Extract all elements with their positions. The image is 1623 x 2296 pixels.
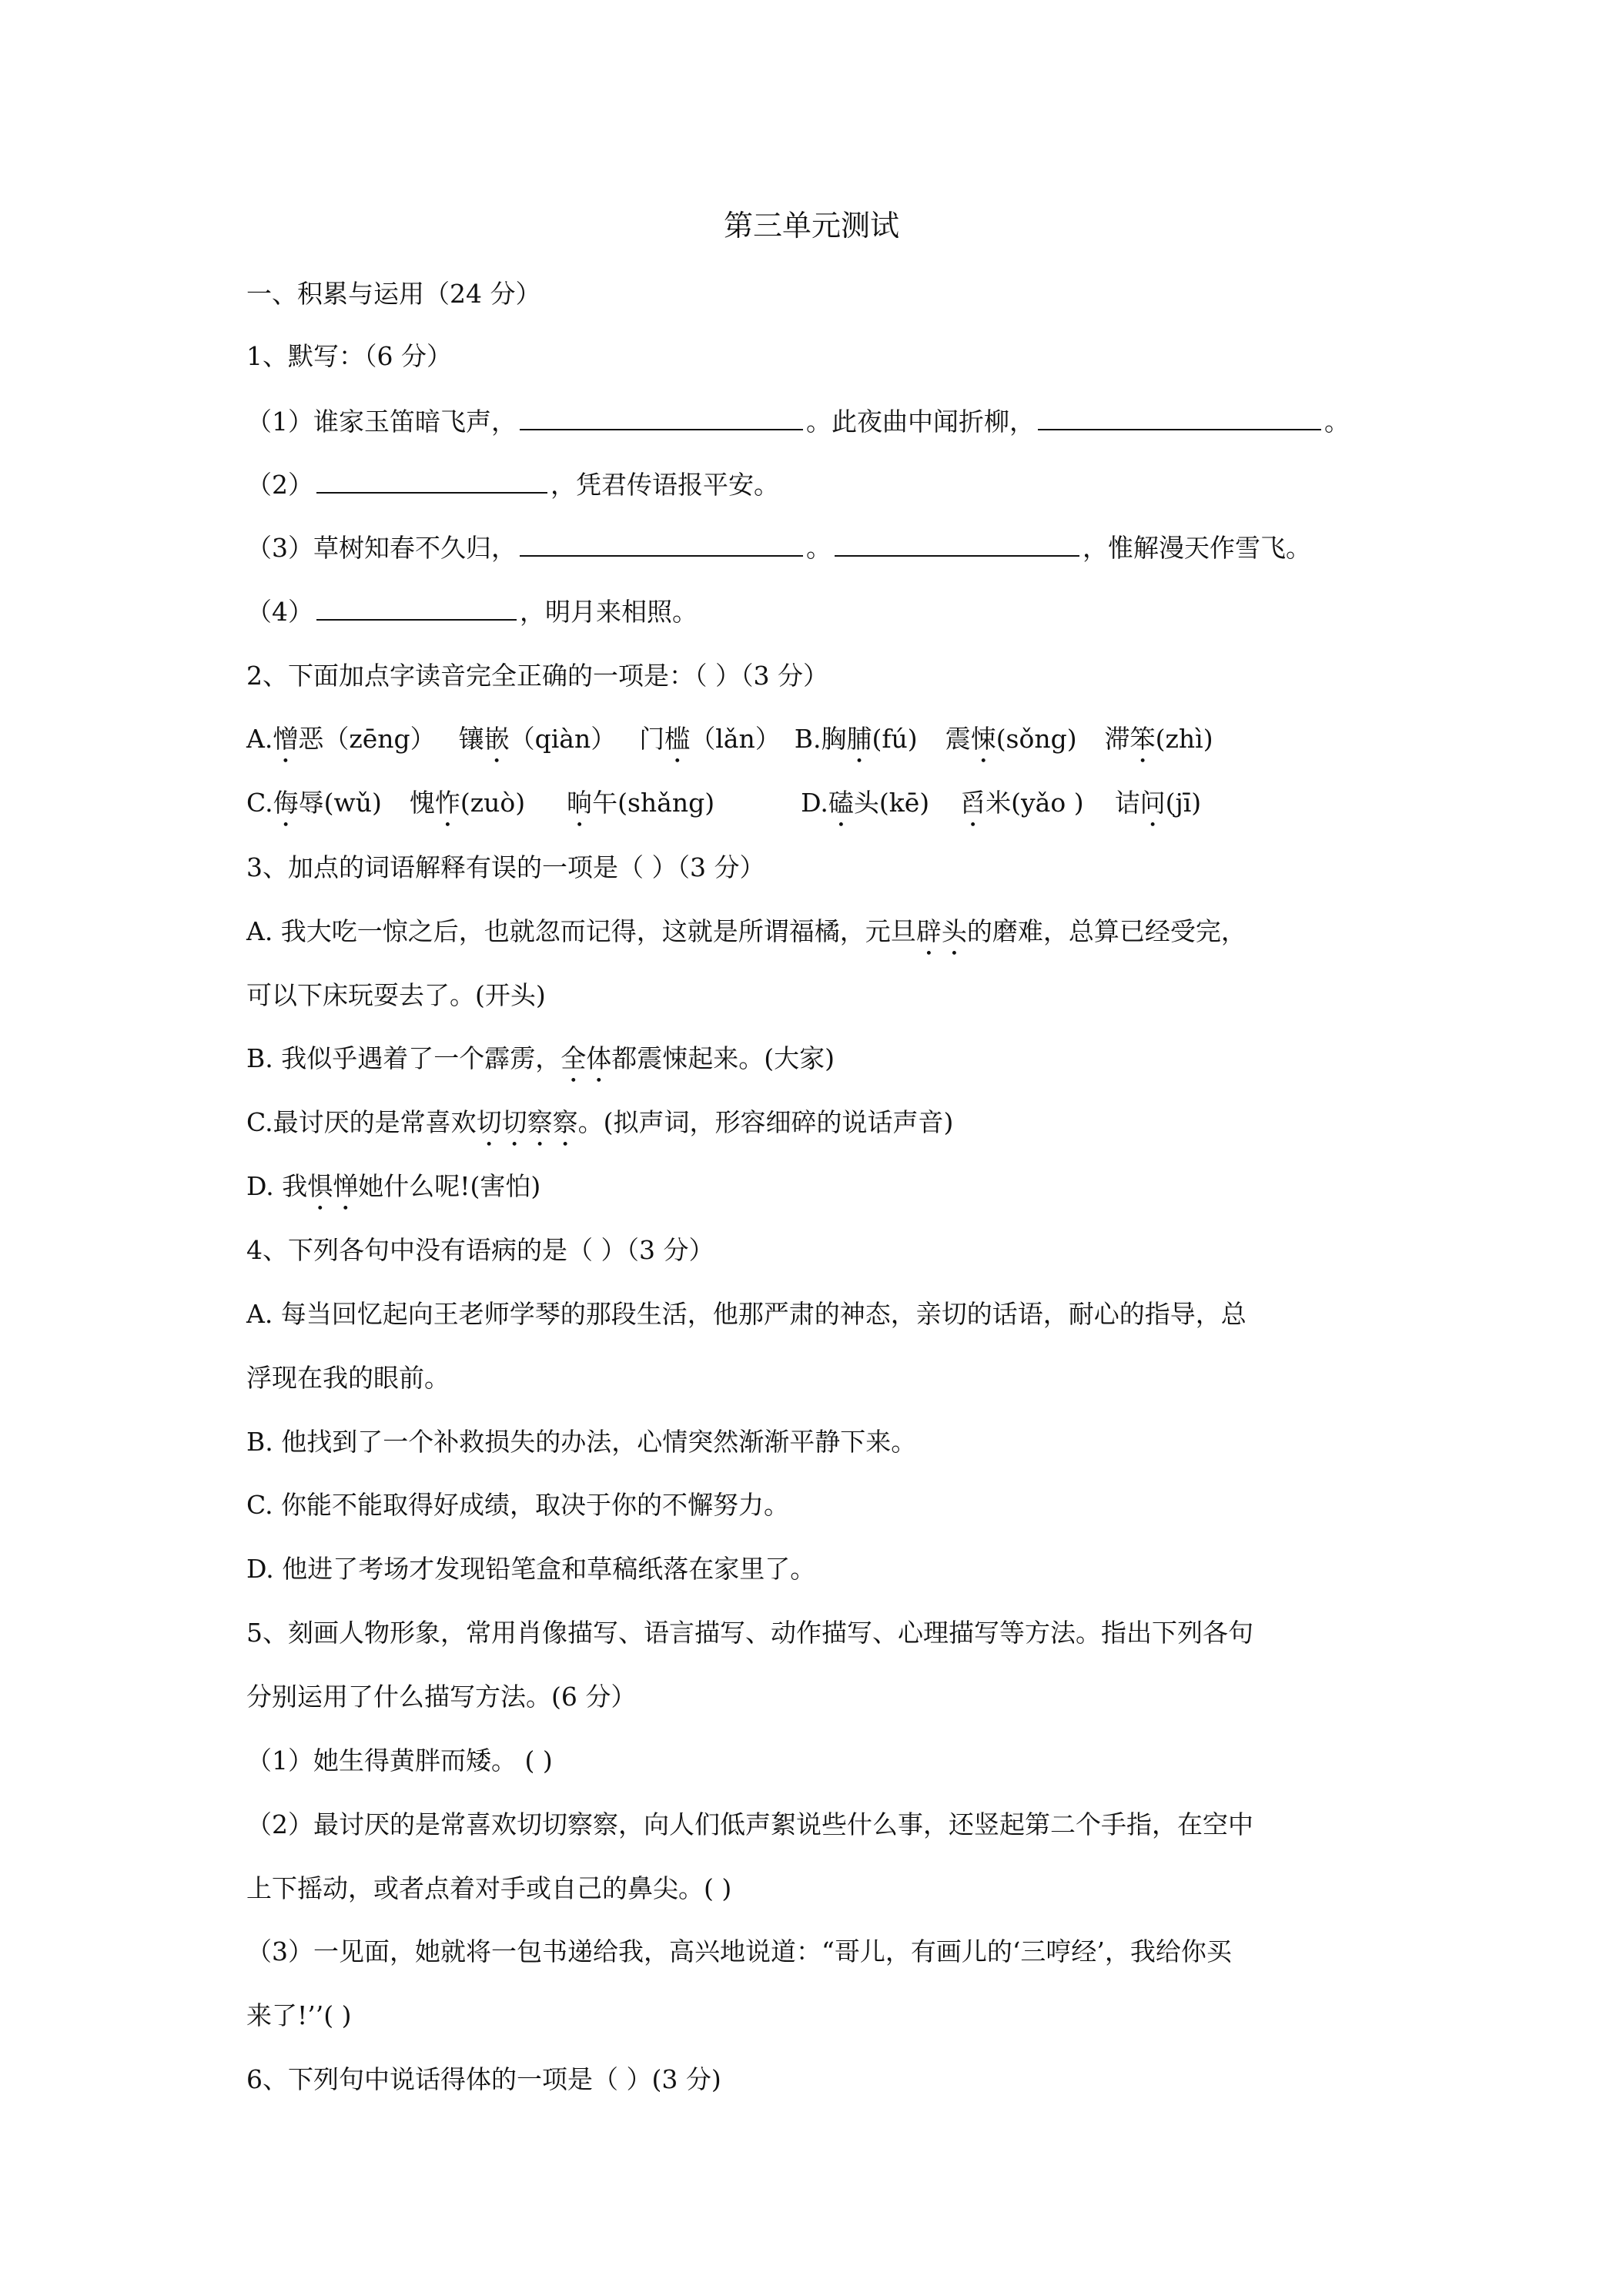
q2-options-ab	[246, 722, 1213, 769]
q1-line-1-text-c: 。	[1324, 407, 1350, 437]
dotted-char: 笨	[1129, 724, 1156, 754]
option-text: 米(yǎo )	[986, 788, 1084, 818]
option-text: 辱(wǔ)	[298, 788, 382, 818]
q1-line-4-text-a: （4）	[246, 597, 313, 627]
option-label: A.	[246, 724, 273, 754]
option-text: 滞	[1104, 724, 1130, 754]
q5-sentence-3-cont: 来了!’’( )	[246, 2000, 352, 2030]
option-label: B.胸	[794, 724, 847, 754]
dotted-char: 脯	[846, 724, 872, 754]
answer-blank[interactable]	[835, 532, 1079, 557]
q6-stem: 6、下列句中说话得体的一项是（ ）(3 分)	[246, 2064, 721, 2094]
q1-line-1	[246, 405, 1350, 439]
q1-line-2-text-b: ，凭君传语报平安。	[550, 470, 779, 500]
q5-sentence-2-cont: 上下摇动，或者点着对手或自己的鼻尖。( )	[246, 1873, 732, 1903]
q4-stem: 4、下列各句中没有语病的是（ ）（3 分）	[246, 1235, 714, 1265]
option-text: 都震悚起来。(大家)	[611, 1043, 835, 1073]
answer-blank[interactable]	[316, 596, 517, 621]
dotted-char: 憎	[273, 724, 299, 754]
q1-line-2	[246, 468, 779, 502]
q3-option-a	[246, 915, 1247, 962]
q3-option-b	[246, 1042, 835, 1089]
dotted-char: 怍	[434, 788, 460, 818]
q4-option-a: A. 每当回忆起向王老师学琴的那段生活，他那严肃的神态，亲切的话语，耐心的指导，总	[246, 1299, 1247, 1329]
dotted-word: 辟头	[915, 916, 967, 946]
answer-blank[interactable]	[316, 469, 547, 494]
option-text: (zhì)	[1155, 724, 1213, 754]
q4-option-d: D. 他进了考场才发现铅笔盒和草稿纸落在家里了。	[246, 1554, 816, 1584]
q3-stem: 3、加点的词语解释有误的一项是（ ）（3 分）	[246, 852, 765, 882]
dotted-char: 悚	[970, 724, 996, 754]
option-text: 头(kē)	[853, 788, 930, 818]
option-text: 镶	[458, 724, 484, 754]
option-text: 午(shǎng)	[592, 788, 715, 818]
dotted-word: 切切察察	[476, 1107, 578, 1137]
option-text: 她什么呢!(害怕)	[358, 1171, 541, 1201]
q3-option-a-cont: 可以下床玩耍去了。(开头)	[246, 980, 546, 1010]
option-text: (fú)	[872, 724, 918, 754]
q4-option-b: B. 他找到了一个补救损失的办法，心情突然渐渐平静下来。	[246, 1427, 917, 1457]
q5-stem-cont: 分别运用了什么描写方法。(6 分）	[246, 1682, 637, 1712]
option-text: C.最讨厌的是常喜欢	[246, 1107, 477, 1137]
q1-line-3	[246, 531, 1311, 565]
q4-option-c: C. 你能不能取得好成绩，取决于你的不懈努力。	[246, 1490, 790, 1520]
answer-blank[interactable]	[520, 406, 803, 430]
q1-line-4	[246, 595, 698, 629]
q5-sentence-1: （1）她生得黄胖而矮。 ( )	[246, 1745, 553, 1776]
q1-line-3-text-a: （3）草树知春不久归，	[246, 533, 517, 563]
option-label: D.	[801, 788, 828, 818]
option-text: 。(拟声词，形容细碎的说话声音)	[577, 1107, 954, 1137]
answer-blank[interactable]	[1038, 406, 1321, 430]
q1-line-4-text-b: ，明月来相照。	[520, 597, 698, 627]
option-text: (jī)	[1165, 788, 1202, 818]
dotted-char: 侮	[273, 788, 299, 818]
option-label: C.	[246, 788, 273, 818]
option-text: （lǎn）	[690, 724, 781, 754]
dotted-char: 晌	[567, 788, 593, 818]
option-text: 门	[639, 724, 665, 754]
option-text: 震	[945, 724, 971, 754]
page-title: 第三单元测试	[723, 209, 899, 243]
dotted-char: 槛	[664, 724, 691, 754]
option-text: 诘	[1114, 788, 1140, 818]
q1-stem: 1、默写：（6 分）	[246, 341, 452, 371]
q3-option-d	[246, 1170, 540, 1217]
q3-option-c	[246, 1106, 953, 1153]
option-text: B. 我似乎遇着了一个霹雳，	[246, 1043, 561, 1073]
q4-option-a-cont: 浮现在我的眼前。	[246, 1363, 450, 1393]
dotted-word: 惧惮	[307, 1171, 359, 1201]
dotted-char: 问	[1139, 788, 1166, 818]
q5-stem: 5、刻画人物形象，常用肖像描写、语言描写、动作描写、心理描写等方法。指出下列各句	[246, 1618, 1253, 1648]
option-text: (zuò)	[460, 788, 526, 818]
option-text: A. 我大吃一惊之后，也就忽而记得，这就是所谓福橘，元旦	[246, 916, 916, 946]
answer-blank[interactable]	[520, 532, 803, 557]
option-text: (sǒng)	[996, 724, 1077, 754]
q5-sentence-3: （3）一见面，她就将一包书递给我，高兴地说道：“哥儿，有画儿的‘三哼经’，我给你买	[246, 1936, 1232, 1966]
dotted-char: 舀	[960, 788, 986, 818]
option-text: D. 我	[246, 1171, 308, 1201]
dotted-char: 嵌	[484, 724, 510, 754]
q1-line-1-text-a: （1）谁家玉笛暗飞声，	[246, 407, 517, 437]
option-text: 愧	[409, 788, 435, 818]
section-heading: 一、积累与运用（24 分）	[246, 279, 541, 309]
q2-stem: 2、下面加点字读音完全正确的一项是：（ ）（3 分）	[246, 661, 828, 691]
q1-line-3-text-b: 。	[806, 533, 832, 563]
q5-sentence-2: （2）最讨厌的是常喜欢切切察察，向人们低声絮说些什么事，还竖起第二个手指，在空中	[246, 1809, 1253, 1839]
dotted-word: 全体	[561, 1043, 612, 1073]
q1-line-1-text-b: 。此夜曲中闻折柳，	[806, 407, 1035, 437]
option-text: 恶（zēng）	[298, 724, 436, 754]
q1-line-3-text-c: ，惟解漫天作雪飞。	[1083, 533, 1311, 563]
q2-options-cd	[246, 786, 1201, 833]
option-text: 的磨难，总算已经受完，	[966, 916, 1247, 946]
option-text: （qiàn）	[509, 724, 617, 754]
dotted-char: 磕	[828, 788, 854, 818]
q1-line-2-text-a: （2）	[246, 470, 313, 500]
